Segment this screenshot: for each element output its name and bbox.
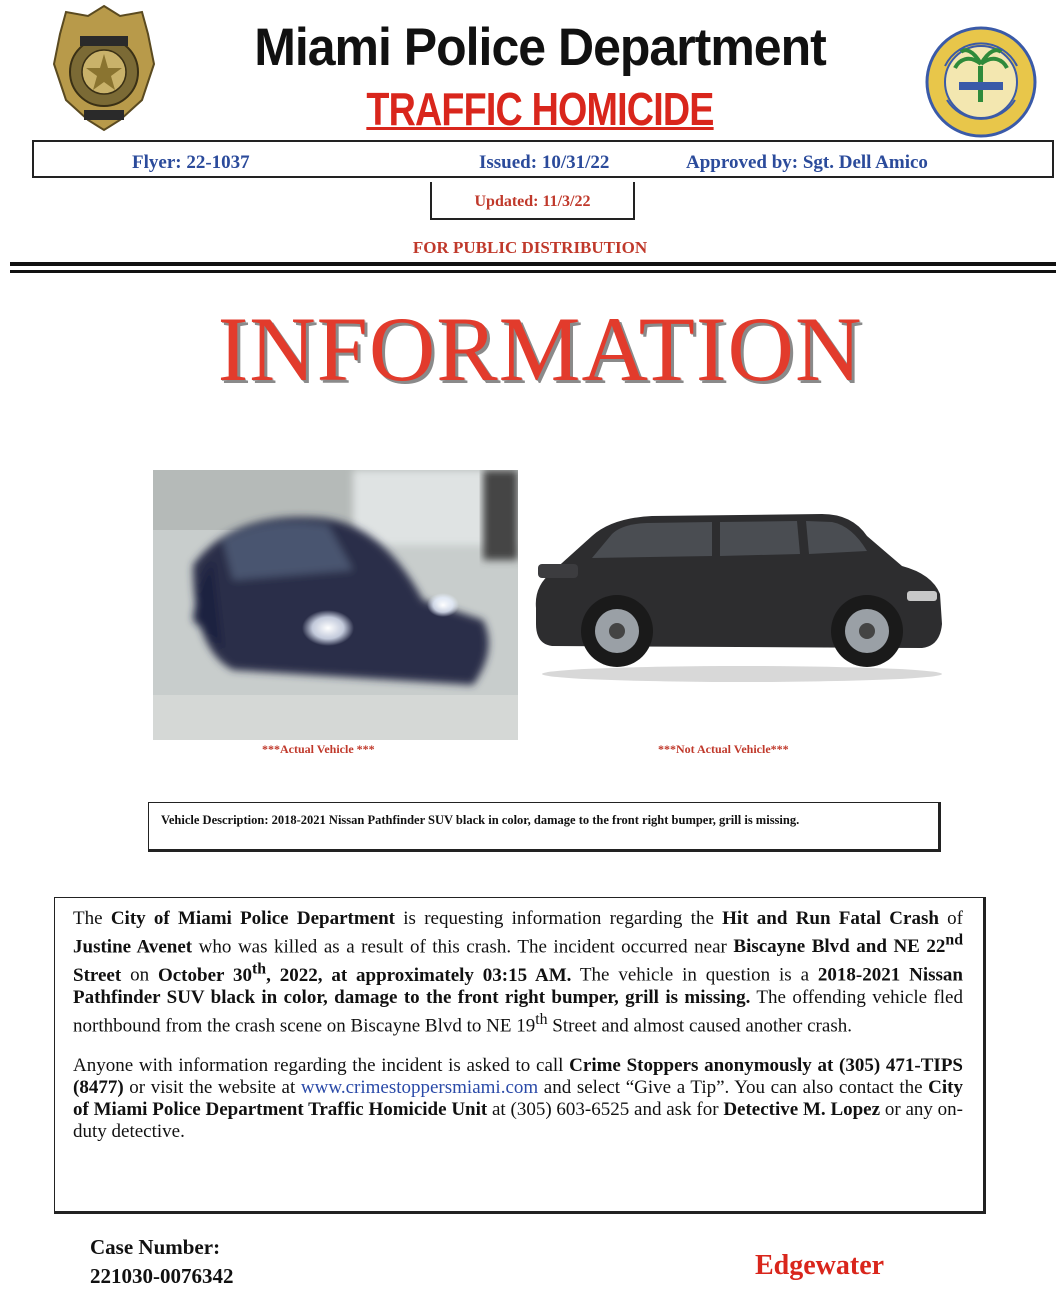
reference-vehicle-photo bbox=[522, 496, 950, 686]
updated-date: Updated: 11/3/22 bbox=[430, 182, 635, 220]
page-subtitle: TRAFFIC HOMICIDE bbox=[366, 83, 714, 135]
distribution-notice: FOR PUBLIC DISTRIBUTION bbox=[412, 238, 648, 257]
approved-by: Approved by: Sgt. Dell Amico bbox=[686, 152, 928, 173]
location-label: Edgewater bbox=[755, 1250, 885, 1281]
flyer-info-bar bbox=[32, 140, 1054, 178]
issued-date: Issued: 10/31/22 bbox=[479, 152, 610, 173]
city-seal-icon bbox=[925, 26, 1037, 138]
actual-vehicle-caption: ***Actual Vehicle *** bbox=[262, 742, 375, 756]
divider bbox=[10, 262, 1056, 266]
information-banner: INFORMATION bbox=[217, 298, 863, 400]
vehicle-description bbox=[148, 802, 941, 852]
actual-vehicle-image bbox=[153, 470, 518, 740]
contact-paragraph: Anyone with information regarding the incident is asked to call Crime Stoppers anonymously at (305) 471-TIPS (8477) or visit the website at www.crimestoppersmiami.com and select “Give a Tip”. You can also contact the City of Miami Police Department Traffic Homicide Unit at (305) 603-6525 and ask for Detective M. Lopez or any on-duty detective. bbox=[73, 1054, 963, 1142]
actual-vehicle-photo bbox=[153, 470, 518, 740]
incident-details bbox=[54, 897, 986, 1214]
vehicle-description-text: Vehicle Description: 2018-2021 Nissan Pathfinder SUV black in color, damage to the front right bumper, grill is missing. bbox=[161, 813, 800, 827]
incident-paragraph: The City of Miami Police Department is requesting information regarding the Hit and Run Fatal Crash of Justine Avenet who was killed as a result of this crash. The incident occurred near Biscayne Blvd and NE 22nd Street on October 30th, 2022, at approximately 03:15 AM. The vehicle in question is a 2018-2021 Nissan Pathfinder SUV black in color, damage to the front right bumper, grill is missing. The offending vehicle fled northbound from the crash scene on Biscayne Blvd to NE 19th Street and almost caused another crash. bbox=[73, 908, 963, 1036]
case-number-label: Case Number: bbox=[90, 1235, 221, 1259]
divider bbox=[10, 270, 1056, 273]
case-number: 221030-0076342 bbox=[90, 1264, 234, 1288]
flyer-number: Flyer: 22-1037 bbox=[132, 152, 250, 173]
page-title: Miami Police Department bbox=[254, 17, 826, 77]
crimestoppers-link[interactable]: www.crimestoppersmiami.com bbox=[300, 1076, 539, 1098]
police-badge-icon bbox=[50, 2, 158, 134]
case-number-block bbox=[90, 1233, 234, 1291]
reference-vehicle-caption: ***Not Actual Vehicle*** bbox=[658, 742, 789, 756]
